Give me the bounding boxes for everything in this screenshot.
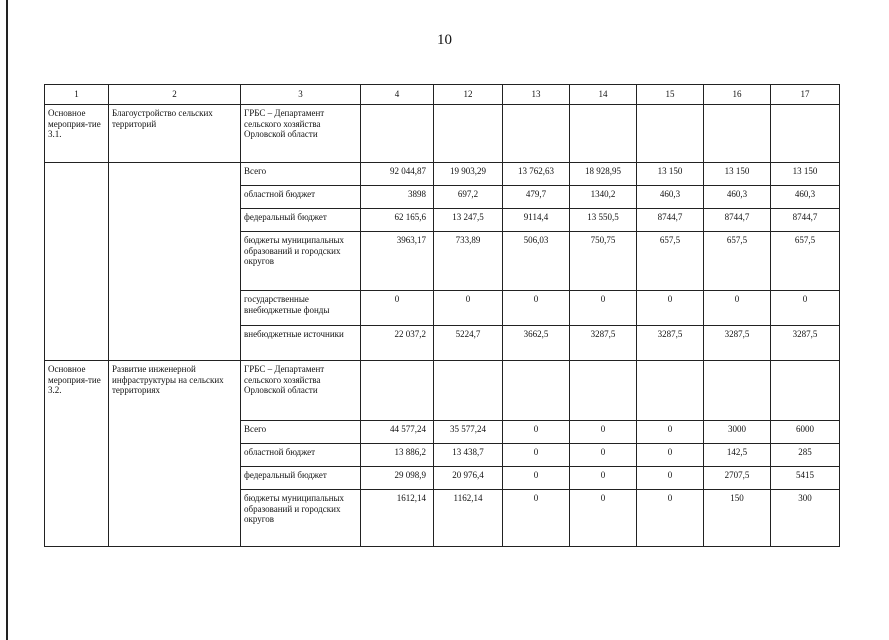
value-cell: 13 150 [771,163,840,186]
measure-code: Основное мероприя-тие 3.1. [45,105,109,163]
value-cell: 29 098,9 [361,467,434,490]
value-cell: 0 [637,421,704,444]
grbs-cell: ГРБС – Департамент сельского хозяйства Орловской области [241,105,361,163]
measure-code: Основное мероприя-тие 3.2. [45,361,109,547]
value-cell: 0 [570,444,637,467]
value-cell: 3898 [361,186,434,209]
value-cell: 0 [570,490,637,547]
value-cell: 0 [503,467,570,490]
measure-row [45,361,840,421]
value-cell: 142,5 [704,444,771,467]
value-cell: 13 150 [637,163,704,186]
column-header: 16 [704,85,771,105]
value-cell: 1612,14 [361,490,434,547]
column-header: 2 [109,85,241,105]
value-cell: 506,03 [503,232,570,291]
value-cell: 0 [637,490,704,547]
value-cell: 0 [503,444,570,467]
value-cell: 0 [503,291,570,326]
value-cell: 0 [570,467,637,490]
value-cell: 35 577,24 [434,421,503,444]
value-cell: 13 550,5 [570,209,637,232]
row-label: бюджеты муниципальных образований и городских округов [241,490,361,547]
value-cell: 8744,7 [637,209,704,232]
value-cell: 750,75 [570,232,637,291]
value-cell: 0 [503,490,570,547]
value-cell: 0 [637,444,704,467]
value-cell: 460,3 [637,186,704,209]
value-cell: 479,7 [503,186,570,209]
value-cell: 13 762,63 [503,163,570,186]
page-number: 10 [437,32,452,48]
value-cell: 697,2 [434,186,503,209]
value-cell: 2707,5 [704,467,771,490]
value-cell: 0 [361,291,434,326]
value-cell: 0 [637,467,704,490]
value-cell: 0 [570,291,637,326]
row-label: федеральный бюджет [241,209,361,232]
value-cell: 44 577,24 [361,421,434,444]
column-header: 14 [570,85,637,105]
grbs-cell: ГРБС – Департамент сельского хозяйства Орловской области [241,361,361,421]
value-cell: 733,89 [434,232,503,291]
value-cell: 18 928,95 [570,163,637,186]
value-cell: 0 [570,421,637,444]
value-cell: 3662,5 [503,326,570,361]
column-header: 3 [241,85,361,105]
value-cell: 657,5 [704,232,771,291]
value-cell: 3287,5 [570,326,637,361]
column-header: 17 [771,85,840,105]
row-label: Всего [241,163,361,186]
measure-row [45,105,840,163]
value-cell: 9114,4 [503,209,570,232]
header-row [45,85,840,105]
value-cell: 3000 [704,421,771,444]
value-cell: 285 [771,444,840,467]
value-cell: 0 [503,421,570,444]
value-cell: 6000 [771,421,840,444]
value-cell: 0 [434,291,503,326]
column-header: 15 [637,85,704,105]
value-cell: 3287,5 [704,326,771,361]
value-cell: 0 [637,291,704,326]
value-cell: 22 037,2 [361,326,434,361]
page-edge-line [6,0,8,640]
value-cell: 3287,5 [771,326,840,361]
value-cell: 3963,17 [361,232,434,291]
column-header: 1 [45,85,109,105]
value-cell: 13 247,5 [434,209,503,232]
value-cell: 1162,14 [434,490,503,547]
value-cell: 92 044,87 [361,163,434,186]
value-cell: 1340,2 [570,186,637,209]
row-label: внебюджетные источники [241,326,361,361]
row-label: Всего [241,421,361,444]
value-cell: 8744,7 [704,209,771,232]
value-cell: 460,3 [771,186,840,209]
measure-title: Развитие инженерной инфраструктуры на сельских территориях [109,361,241,547]
value-cell: 13 886,2 [361,444,434,467]
value-cell: 0 [704,291,771,326]
value-cell: 657,5 [771,232,840,291]
value-cell: 13 150 [704,163,771,186]
measure-title: Благоустройство сельских территорий [109,105,241,163]
row-label: бюджеты муниципальных образований и городских округов [241,232,361,291]
value-cell: 3287,5 [637,326,704,361]
column-header: 4 [361,85,434,105]
value-cell: 657,5 [637,232,704,291]
value-cell: 5415 [771,467,840,490]
value-cell: 20 976,4 [434,467,503,490]
value-cell: 460,3 [704,186,771,209]
budget-table [44,84,840,547]
value-cell: 13 438,7 [434,444,503,467]
value-cell: 62 165,6 [361,209,434,232]
value-cell: 150 [704,490,771,547]
table-row [45,163,840,186]
row-label: федеральный бюджет [241,467,361,490]
value-cell: 300 [771,490,840,547]
row-label: областной бюджет [241,444,361,467]
row-label: государственные внебюджетные фонды [241,291,361,326]
value-cell: 8744,7 [771,209,840,232]
column-header: 12 [434,85,503,105]
value-cell: 19 903,29 [434,163,503,186]
value-cell: 5224,7 [434,326,503,361]
row-label: областной бюджет [241,186,361,209]
column-header: 13 [503,85,570,105]
value-cell: 0 [771,291,840,326]
